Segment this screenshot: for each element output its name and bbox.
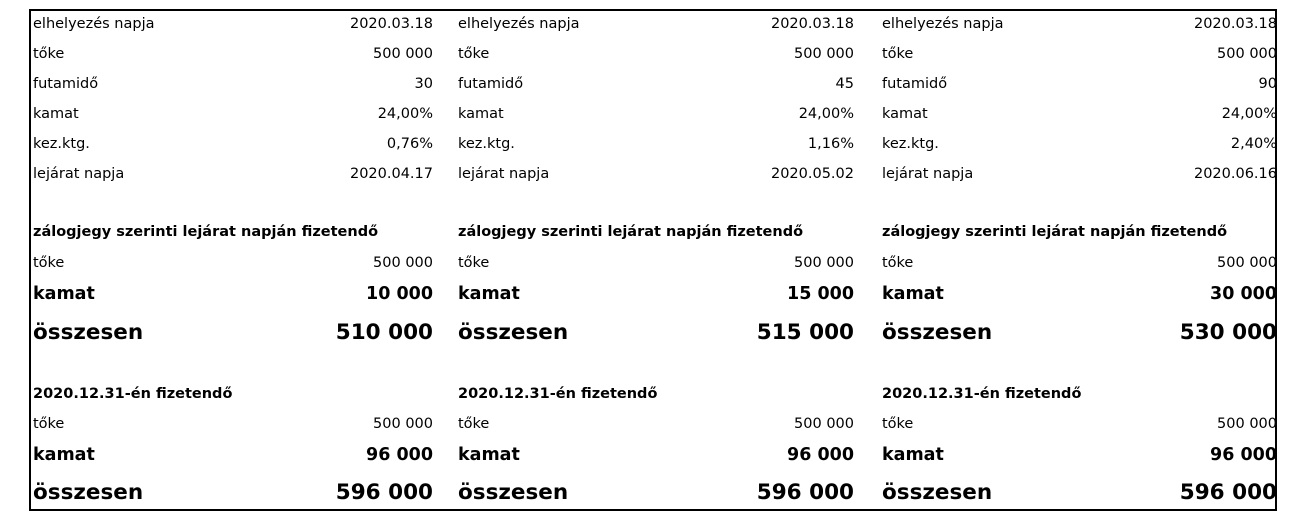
section-maturity-title: [882, 220, 1277, 244]
yearend-total-row: [33, 474, 433, 510]
principal-row: [458, 42, 854, 66]
section-maturity-title-text: zálogjegy szerinti lejárat napján fizetendő: [33, 224, 379, 240]
interest-rate-value: 24,00%: [798, 106, 854, 122]
placement-date-value: 2020.03.18: [349, 16, 433, 32]
yearend-principal-value: 500 000: [794, 416, 854, 432]
interest-rate-row: [458, 102, 854, 126]
handling-fee-row: [458, 132, 854, 156]
yearend-interest-label: kamat: [882, 445, 944, 465]
yearend-principal-value: 500 000: [1217, 416, 1277, 432]
principal-value: 500 000: [373, 46, 433, 62]
handling-fee-label: kez.ktg.: [882, 136, 939, 152]
term-row: [33, 72, 433, 96]
yearend-total-row: [882, 474, 1277, 510]
maturity-principal-label: tőke: [33, 255, 65, 271]
term-value: 90: [1258, 76, 1277, 92]
yearend-principal-label: tőke: [882, 416, 914, 432]
maturity-total-label: összesen: [33, 319, 144, 345]
section-maturity-title: [458, 220, 854, 244]
placement-date-value: 2020.03.18: [1193, 16, 1277, 32]
placement-date-value: 2020.03.18: [770, 16, 854, 32]
maturity-interest-value: 10 000: [366, 284, 433, 304]
handling-fee-row: [33, 132, 433, 156]
term-label: futamidő: [458, 76, 524, 92]
principal-label: tőke: [458, 46, 490, 62]
maturity-interest-value: 30 000: [1210, 284, 1277, 304]
maturity-total-value: 510 000: [335, 319, 433, 345]
principal-label: tőke: [882, 46, 914, 62]
maturity-principal-value: 500 000: [373, 255, 433, 271]
placement-date-row: [882, 12, 1277, 36]
yearend-total-label: összesen: [33, 479, 144, 505]
maturity-interest-label: kamat: [458, 284, 520, 304]
maturity-date-value: 2020.06.16: [1193, 166, 1277, 182]
maturity-principal-value: 500 000: [1217, 255, 1277, 271]
placement-date-row: [33, 12, 433, 36]
maturity-date-label: lejárat napja: [458, 166, 550, 182]
scenario-column-45-days: [458, 11, 854, 509]
section-maturity-title: [33, 220, 433, 244]
maturity-total-value: 530 000: [1179, 319, 1277, 345]
section-yearend-title: [33, 382, 433, 406]
handling-fee-row: [882, 132, 1277, 156]
interest-rate-label: kamat: [33, 106, 79, 122]
yearend-principal-row: [882, 412, 1277, 436]
scenario-column-90-days: [882, 11, 1277, 509]
yearend-interest-label: kamat: [33, 445, 95, 465]
maturity-total-value: 515 000: [756, 319, 854, 345]
maturity-total-row: [33, 314, 433, 350]
principal-value: 500 000: [794, 46, 854, 62]
section-yearend-title-text: 2020.12.31-én fizetendő: [458, 386, 658, 402]
yearend-principal-label: tőke: [33, 416, 65, 432]
yearend-interest-row: [33, 440, 433, 470]
spreadsheet-table: [29, 9, 1277, 511]
yearend-total-value: 596 000: [335, 479, 433, 505]
placement-date-label: elhelyezés napja: [458, 16, 580, 32]
maturity-total-row: [458, 314, 854, 350]
maturity-date-row: [458, 162, 854, 186]
maturity-principal-row: [882, 251, 1277, 275]
handling-fee-label: kez.ktg.: [458, 136, 515, 152]
maturity-date-label: lejárat napja: [882, 166, 974, 182]
term-label: futamidő: [882, 76, 948, 92]
maturity-date-row: [33, 162, 433, 186]
principal-row: [33, 42, 433, 66]
yearend-principal-label: tőke: [458, 416, 490, 432]
placement-date-row: [458, 12, 854, 36]
handling-fee-value: 0,76%: [386, 136, 433, 152]
interest-rate-row: [882, 102, 1277, 126]
maturity-interest-row: [882, 279, 1277, 309]
yearend-principal-value: 500 000: [373, 416, 433, 432]
yearend-interest-label: kamat: [458, 445, 520, 465]
interest-rate-label: kamat: [458, 106, 504, 122]
maturity-interest-label: kamat: [33, 284, 95, 304]
principal-label: tőke: [33, 46, 65, 62]
maturity-interest-row: [458, 279, 854, 309]
maturity-date-row: [882, 162, 1277, 186]
maturity-date-label: lejárat napja: [33, 166, 125, 182]
placement-date-label: elhelyezés napja: [33, 16, 155, 32]
yearend-total-label: összesen: [882, 479, 993, 505]
yearend-total-value: 596 000: [1179, 479, 1277, 505]
interest-rate-value: 24,00%: [1221, 106, 1277, 122]
term-row: [882, 72, 1277, 96]
section-yearend-title-text: 2020.12.31-én fizetendő: [882, 386, 1082, 402]
term-value: 45: [835, 76, 854, 92]
interest-rate-value: 24,00%: [377, 106, 433, 122]
maturity-total-label: összesen: [458, 319, 569, 345]
maturity-interest-value: 15 000: [787, 284, 854, 304]
handling-fee-label: kez.ktg.: [33, 136, 90, 152]
maturity-date-value: 2020.04.17: [349, 166, 433, 182]
term-row: [458, 72, 854, 96]
yearend-principal-row: [458, 412, 854, 436]
section-yearend-title: [882, 382, 1277, 406]
interest-rate-label: kamat: [882, 106, 928, 122]
maturity-principal-row: [458, 251, 854, 275]
section-yearend-title-text: 2020.12.31-én fizetendő: [33, 386, 233, 402]
section-maturity-title-text: zálogjegy szerinti lejárat napján fizetendő: [882, 224, 1228, 240]
maturity-principal-value: 500 000: [794, 255, 854, 271]
yearend-interest-row: [882, 440, 1277, 470]
principal-row: [882, 42, 1277, 66]
section-yearend-title: [458, 382, 854, 406]
section-maturity-title-text: zálogjegy szerinti lejárat napján fizetendő: [458, 224, 804, 240]
maturity-date-value: 2020.05.02: [770, 166, 854, 182]
yearend-interest-value: 96 000: [787, 445, 854, 465]
interest-rate-row: [33, 102, 433, 126]
maturity-total-label: összesen: [882, 319, 993, 345]
placement-date-label: elhelyezés napja: [882, 16, 1004, 32]
yearend-total-row: [458, 474, 854, 510]
yearend-interest-row: [458, 440, 854, 470]
handling-fee-value: 2,40%: [1230, 136, 1277, 152]
scenario-column-30-days: [33, 11, 433, 509]
maturity-principal-label: tőke: [458, 255, 490, 271]
yearend-principal-row: [33, 412, 433, 436]
maturity-principal-label: tőke: [882, 255, 914, 271]
handling-fee-value: 1,16%: [807, 136, 854, 152]
yearend-interest-value: 96 000: [366, 445, 433, 465]
yearend-interest-value: 96 000: [1210, 445, 1277, 465]
yearend-total-label: összesen: [458, 479, 569, 505]
maturity-interest-row: [33, 279, 433, 309]
maturity-interest-label: kamat: [882, 284, 944, 304]
term-label: futamidő: [33, 76, 99, 92]
maturity-principal-row: [33, 251, 433, 275]
maturity-total-row: [882, 314, 1277, 350]
term-value: 30: [414, 76, 433, 92]
yearend-total-value: 596 000: [756, 479, 854, 505]
principal-value: 500 000: [1217, 46, 1277, 62]
